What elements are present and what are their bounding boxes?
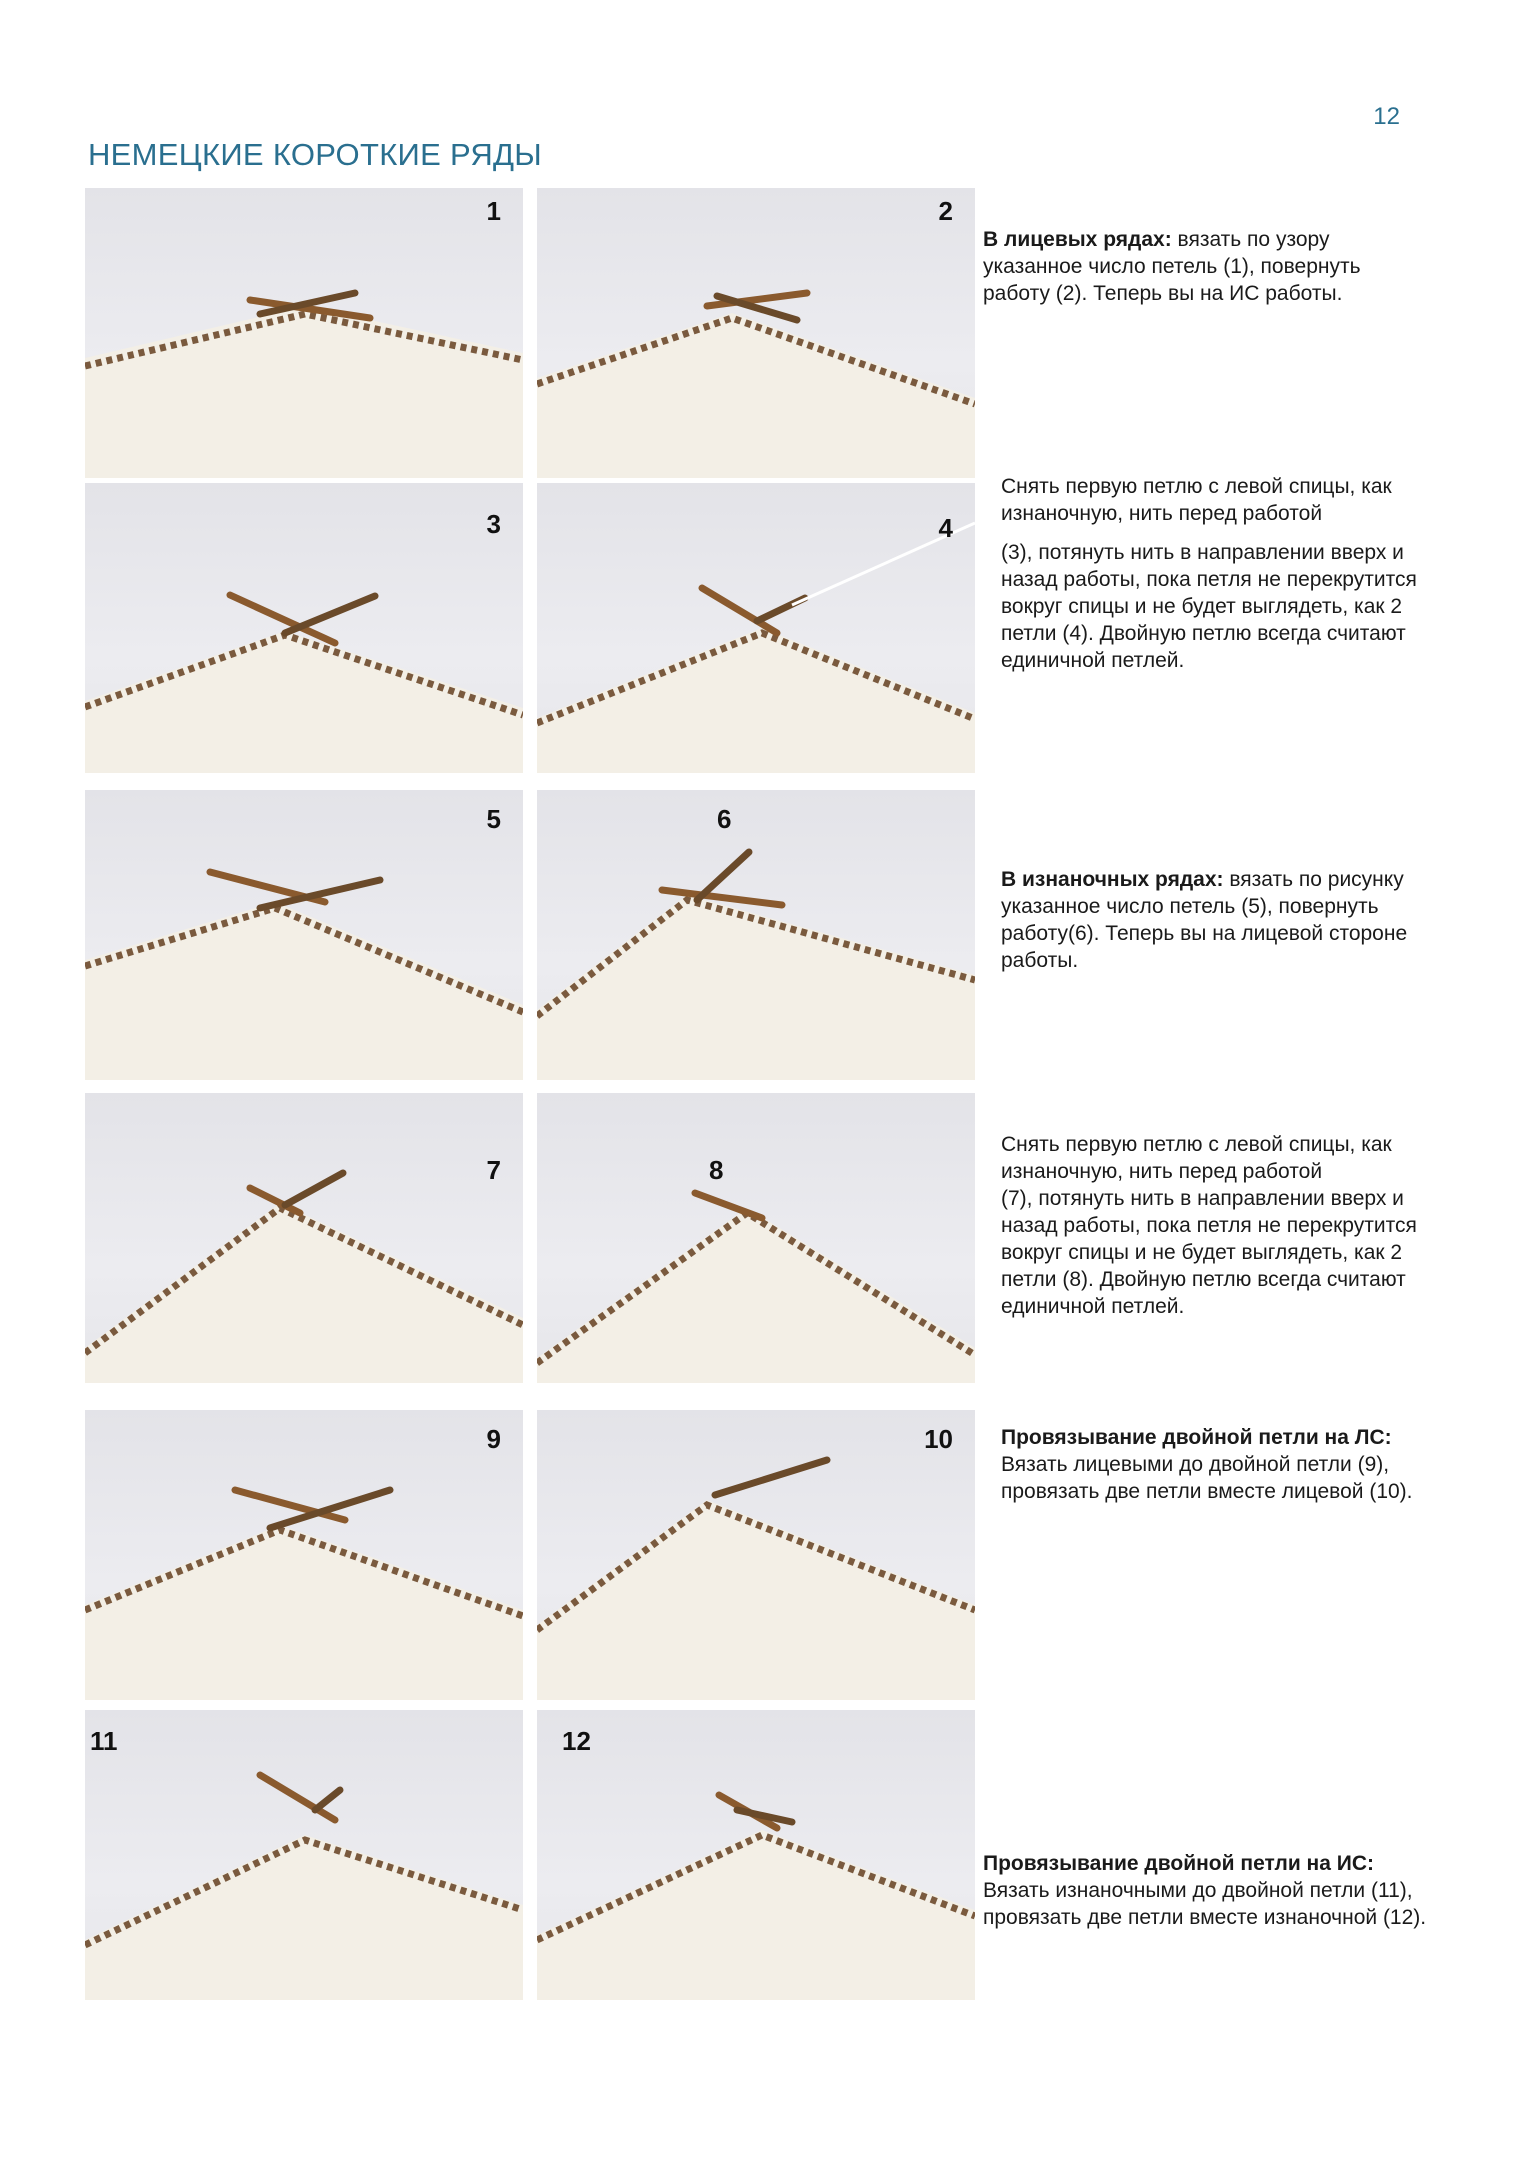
text-line: работу (2). Теперь вы на ИС работы.	[983, 282, 1343, 305]
text-line: изнаночную, нить перед работой	[1001, 1160, 1323, 1183]
text-line: (3), потянуть нить в направлении вверх и	[1001, 541, 1404, 564]
block-heading: Провязывание двойной петли на ЛС:	[1001, 1426, 1392, 1449]
text-line: Вязать лицевыми до двойной петли (9),	[1001, 1453, 1390, 1476]
photo-step-2	[537, 188, 975, 478]
knitting-photo-icon	[537, 483, 975, 773]
knitting-photo-icon	[85, 790, 523, 1080]
photo-step-8	[537, 1093, 975, 1383]
text-block-slip-stitch-1	[1001, 473, 1417, 674]
photo-number: 4	[938, 513, 953, 543]
text-line: изнаночную, нить перед работой	[1001, 502, 1323, 525]
photo-number: 8	[709, 1155, 724, 1185]
text-block-slip-stitch-2	[1001, 1131, 1417, 1320]
block-heading: Провязывание двойной петли на ИС:	[983, 1852, 1375, 1875]
photo-number: 9	[486, 1424, 501, 1454]
knitting-photo-icon	[85, 188, 523, 478]
page-number: 12	[1373, 103, 1400, 130]
photo-number: 5	[486, 804, 501, 834]
text-line: Снять первую петлю с левой спицы, как	[1001, 1133, 1392, 1156]
text-line: работы.	[1001, 949, 1079, 972]
text-line: Снять первую петлю с левой спицы, как	[1001, 475, 1392, 498]
photo-number: 6	[717, 804, 732, 834]
text-line: единичной петлей.	[1001, 1295, 1185, 1318]
text-line: провязать две петли вместе лицевой (10).	[1001, 1480, 1413, 1503]
photo-number: 3	[486, 509, 501, 539]
photo-number: 7	[486, 1155, 501, 1185]
page-title: НЕМЕЦКИЕ КОРОТКИЕ РЯДЫ	[88, 137, 543, 172]
text-line: провязать две петли вместе изнаночной (12).	[983, 1906, 1427, 1929]
photo-step-4	[537, 483, 975, 773]
photo-step-11	[85, 1710, 523, 2000]
photo-number: 2	[938, 196, 953, 226]
text-line: (7), потянуть нить в направлении вверх и	[1001, 1187, 1404, 1210]
text-block-double-stitch-ws	[983, 1850, 1426, 1931]
text-line: указанное число петель (1), повернуть	[983, 255, 1361, 278]
text-line: вязать по рисунку	[1223, 868, 1404, 891]
knitting-photo-icon	[85, 483, 523, 773]
text-block-knit-rows	[983, 226, 1361, 307]
photo-step-6	[537, 790, 975, 1080]
text-line: вокруг спицы и не будет выглядеть, как 2	[1001, 1241, 1403, 1264]
text-block-double-stitch-rs	[1001, 1424, 1413, 1505]
knitting-photo-icon	[85, 1093, 523, 1383]
knitting-photo-icon	[85, 1410, 523, 1700]
photo-number: 11	[90, 1726, 118, 1756]
text-line: единичной петлей.	[1001, 649, 1185, 672]
text-line: вязать по узору	[1171, 228, 1330, 251]
photo-step-12	[537, 1710, 975, 2000]
photo-step-10	[537, 1410, 975, 1700]
knitting-photo-icon	[537, 790, 975, 1080]
knitting-photo-icon	[537, 1410, 975, 1700]
photo-step-7	[85, 1093, 523, 1383]
text-line: работу(6). Теперь вы на лицевой стороне	[1001, 922, 1408, 945]
photo-step-1	[85, 188, 523, 478]
text-line: назад работы, пока петля не перекрутится	[1001, 1214, 1417, 1237]
text-line: вокруг спицы и не будет выглядеть, как 2	[1001, 595, 1403, 618]
text-line: петли (4). Двойную петлю всегда считают	[1001, 622, 1406, 645]
photo-number: 10	[924, 1424, 953, 1454]
block-heading: В лицевых рядах:	[983, 228, 1172, 251]
knitting-photo-icon	[537, 188, 975, 478]
photo-step-9	[85, 1410, 523, 1700]
knitting-photo-icon	[537, 1093, 975, 1383]
text-line: указанное число петель (5), повернуть	[1001, 895, 1379, 918]
photo-number: 1	[486, 196, 501, 226]
text-line: назад работы, пока петля не перекрутится	[1001, 568, 1417, 591]
photo-number: 12	[562, 1726, 591, 1756]
knitting-photo-icon	[537, 1710, 975, 2000]
text-line: Вязать изнаночными до двойной петли (11),	[983, 1879, 1413, 1902]
knitting-photo-icon	[85, 1710, 523, 2000]
text-block-purl-rows	[1001, 866, 1407, 974]
block-heading: В изнаночных рядах:	[1001, 868, 1224, 891]
photo-step-5	[85, 790, 523, 1080]
text-line: петли (8). Двойную петлю всегда считают	[1001, 1268, 1406, 1291]
photo-step-3	[85, 483, 523, 773]
